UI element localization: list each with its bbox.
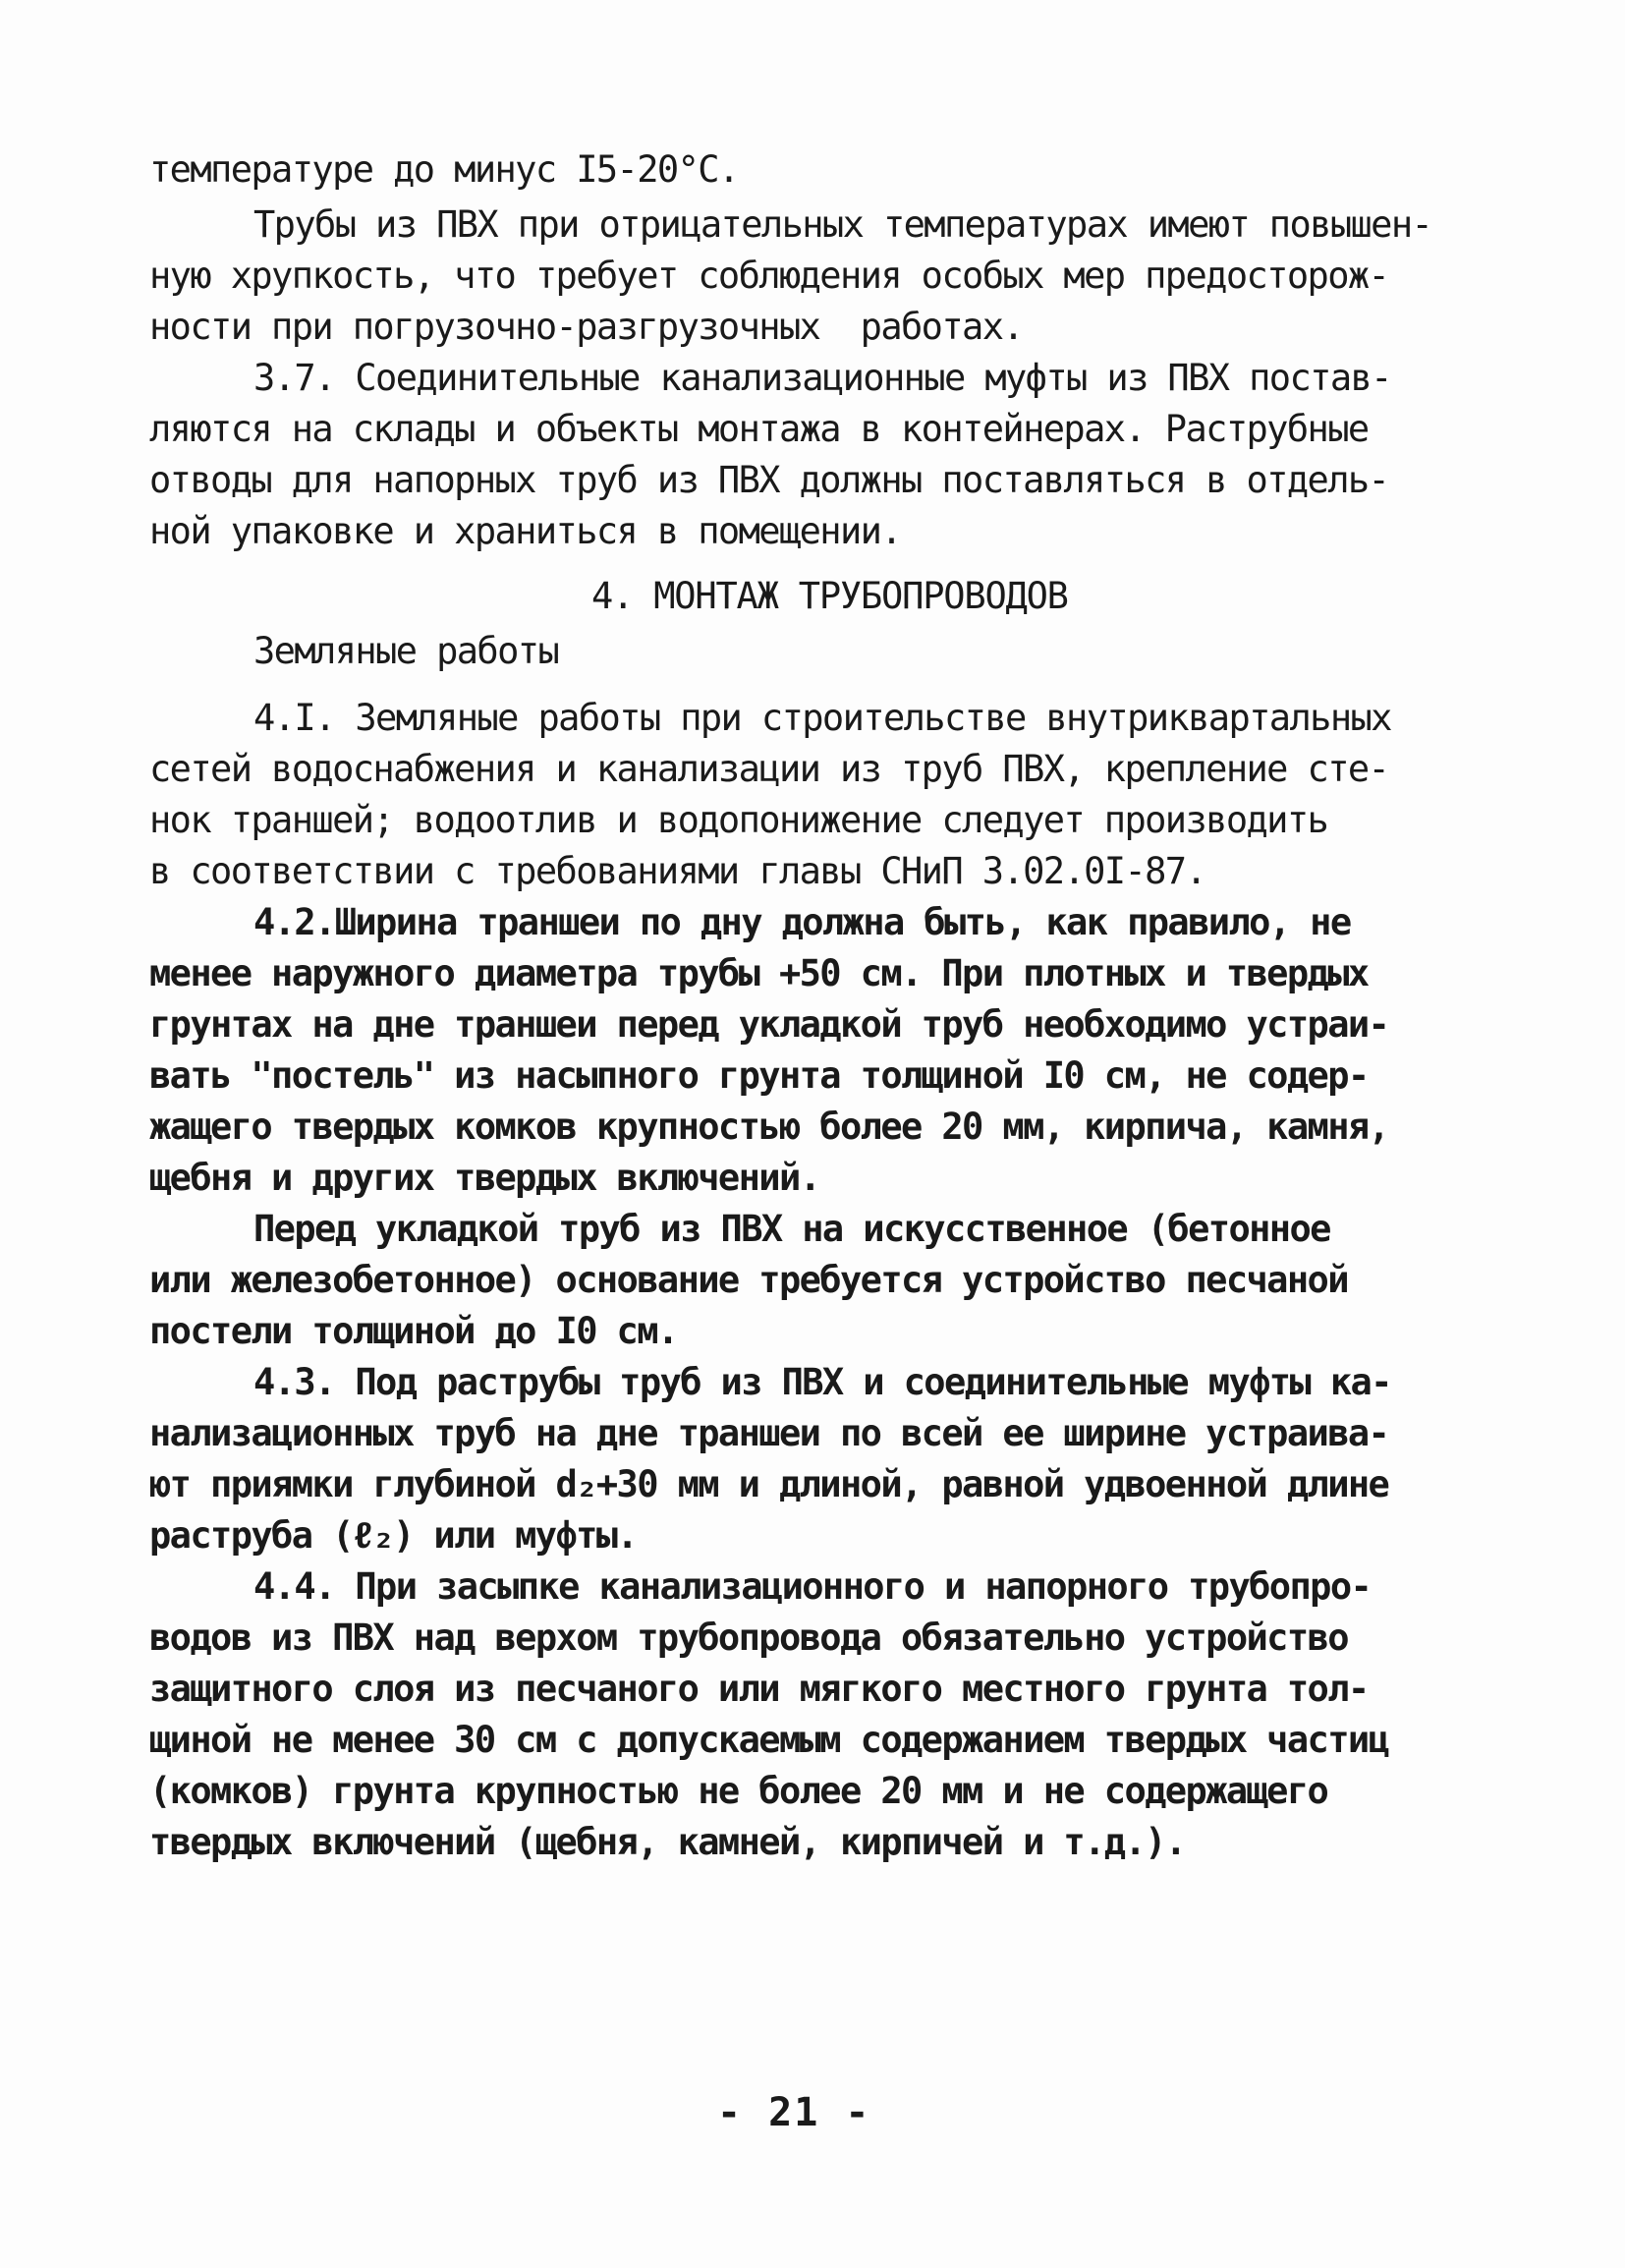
text-line: отводы для напорных труб из ПВХ должны поставляться в отдель-: [149, 459, 1389, 501]
text-line: раструба (ℓ₂) или муфты.: [149, 1514, 638, 1557]
text-line: ляются на склады и объекты монтажа в контейнерах. Раструбные: [149, 408, 1369, 450]
text-line: 4.3. Под раструбы труб из ПВХ и соединительные муфты ка-: [253, 1361, 1391, 1403]
text-line: 4.4. При засыпке канализационного и напорного трубопро-: [253, 1565, 1372, 1608]
page-number: - 21 -: [717, 2090, 871, 2135]
subsection-heading: Земляные работы: [253, 630, 559, 672]
text-line: нализационных труб на дне траншеи по всей ее ширине устраива-: [149, 1412, 1389, 1454]
text-line: 4.2.Ширина траншеи по дну должна быть, как правило, не: [253, 901, 1351, 943]
text-line: щиной не менее 30 см с допускаемым содержанием твердых частиц: [149, 1719, 1389, 1761]
text-line: водов из ПВХ над верхом трубопровода обязательно устройство: [149, 1616, 1348, 1659]
text-line: вать "постель" из насыпного грунта толщиной I0 см, не содер-: [149, 1054, 1369, 1097]
text-line: ной упаковке и храниться в помещении.: [149, 510, 902, 552]
text-line: грунтах на дне траншеи перед укладкой труб необходимо устраи-: [149, 1003, 1389, 1046]
text-line: температуре до минус I5-20°C.: [149, 148, 739, 191]
text-line: или железобетонное) основание требуется устройство песчаной: [149, 1259, 1348, 1301]
text-line: твердых включений (щебня, камней, кирпичей и т.д.).: [149, 1821, 1186, 1863]
text-line: (комков) грунта крупностью не более 20 мм и не содержащего: [149, 1770, 1328, 1812]
text-line: Трубы из ПВХ при отрицательных температурах имеют повышен-: [253, 203, 1432, 246]
text-line: ную хрупкость, что требует соблюдения особых мер предосторож-: [149, 255, 1389, 297]
text-line: сетей водоснабжения и канализации из труб ПВХ, крепление сте-: [149, 748, 1389, 790]
text-line: защитного слоя из песчаного или мягкого местного грунта тол-: [149, 1668, 1369, 1710]
text-line: 3.7. Соединительные канализационные муфты из ПВХ постав-: [253, 357, 1391, 399]
text-line: жащего твердых комков крупностью более 20 мм, кирпича, камня,: [149, 1106, 1389, 1148]
text-line: Перед укладкой труб из ПВХ на искусственное (бетонное: [253, 1208, 1330, 1250]
text-line: ности при погрузочно-разгрузочных работах.: [149, 306, 1024, 348]
text-line: менее наружного диаметра трубы +50 см. При плотных и твердых: [149, 952, 1369, 994]
text-line: 4.I. Земляные работы при строительстве внутриквартальных: [253, 697, 1391, 739]
text-line: ют приямки глубиной d₂+30 мм и длиной, равной удвоенной длине: [149, 1463, 1389, 1505]
text-line: нок траншей; водоотлив и водопонижение следует производить: [149, 799, 1328, 841]
section-heading: 4. МОНТАЖ ТРУБОПРОВОДОВ: [591, 575, 1068, 617]
text-line: щебня и других твердых включений.: [149, 1157, 820, 1199]
text-line: в соответствии с требованиями главы СНиП 3.02.0I-87.: [149, 850, 1206, 892]
text-line: постели толщиной до I0 см.: [149, 1310, 678, 1352]
